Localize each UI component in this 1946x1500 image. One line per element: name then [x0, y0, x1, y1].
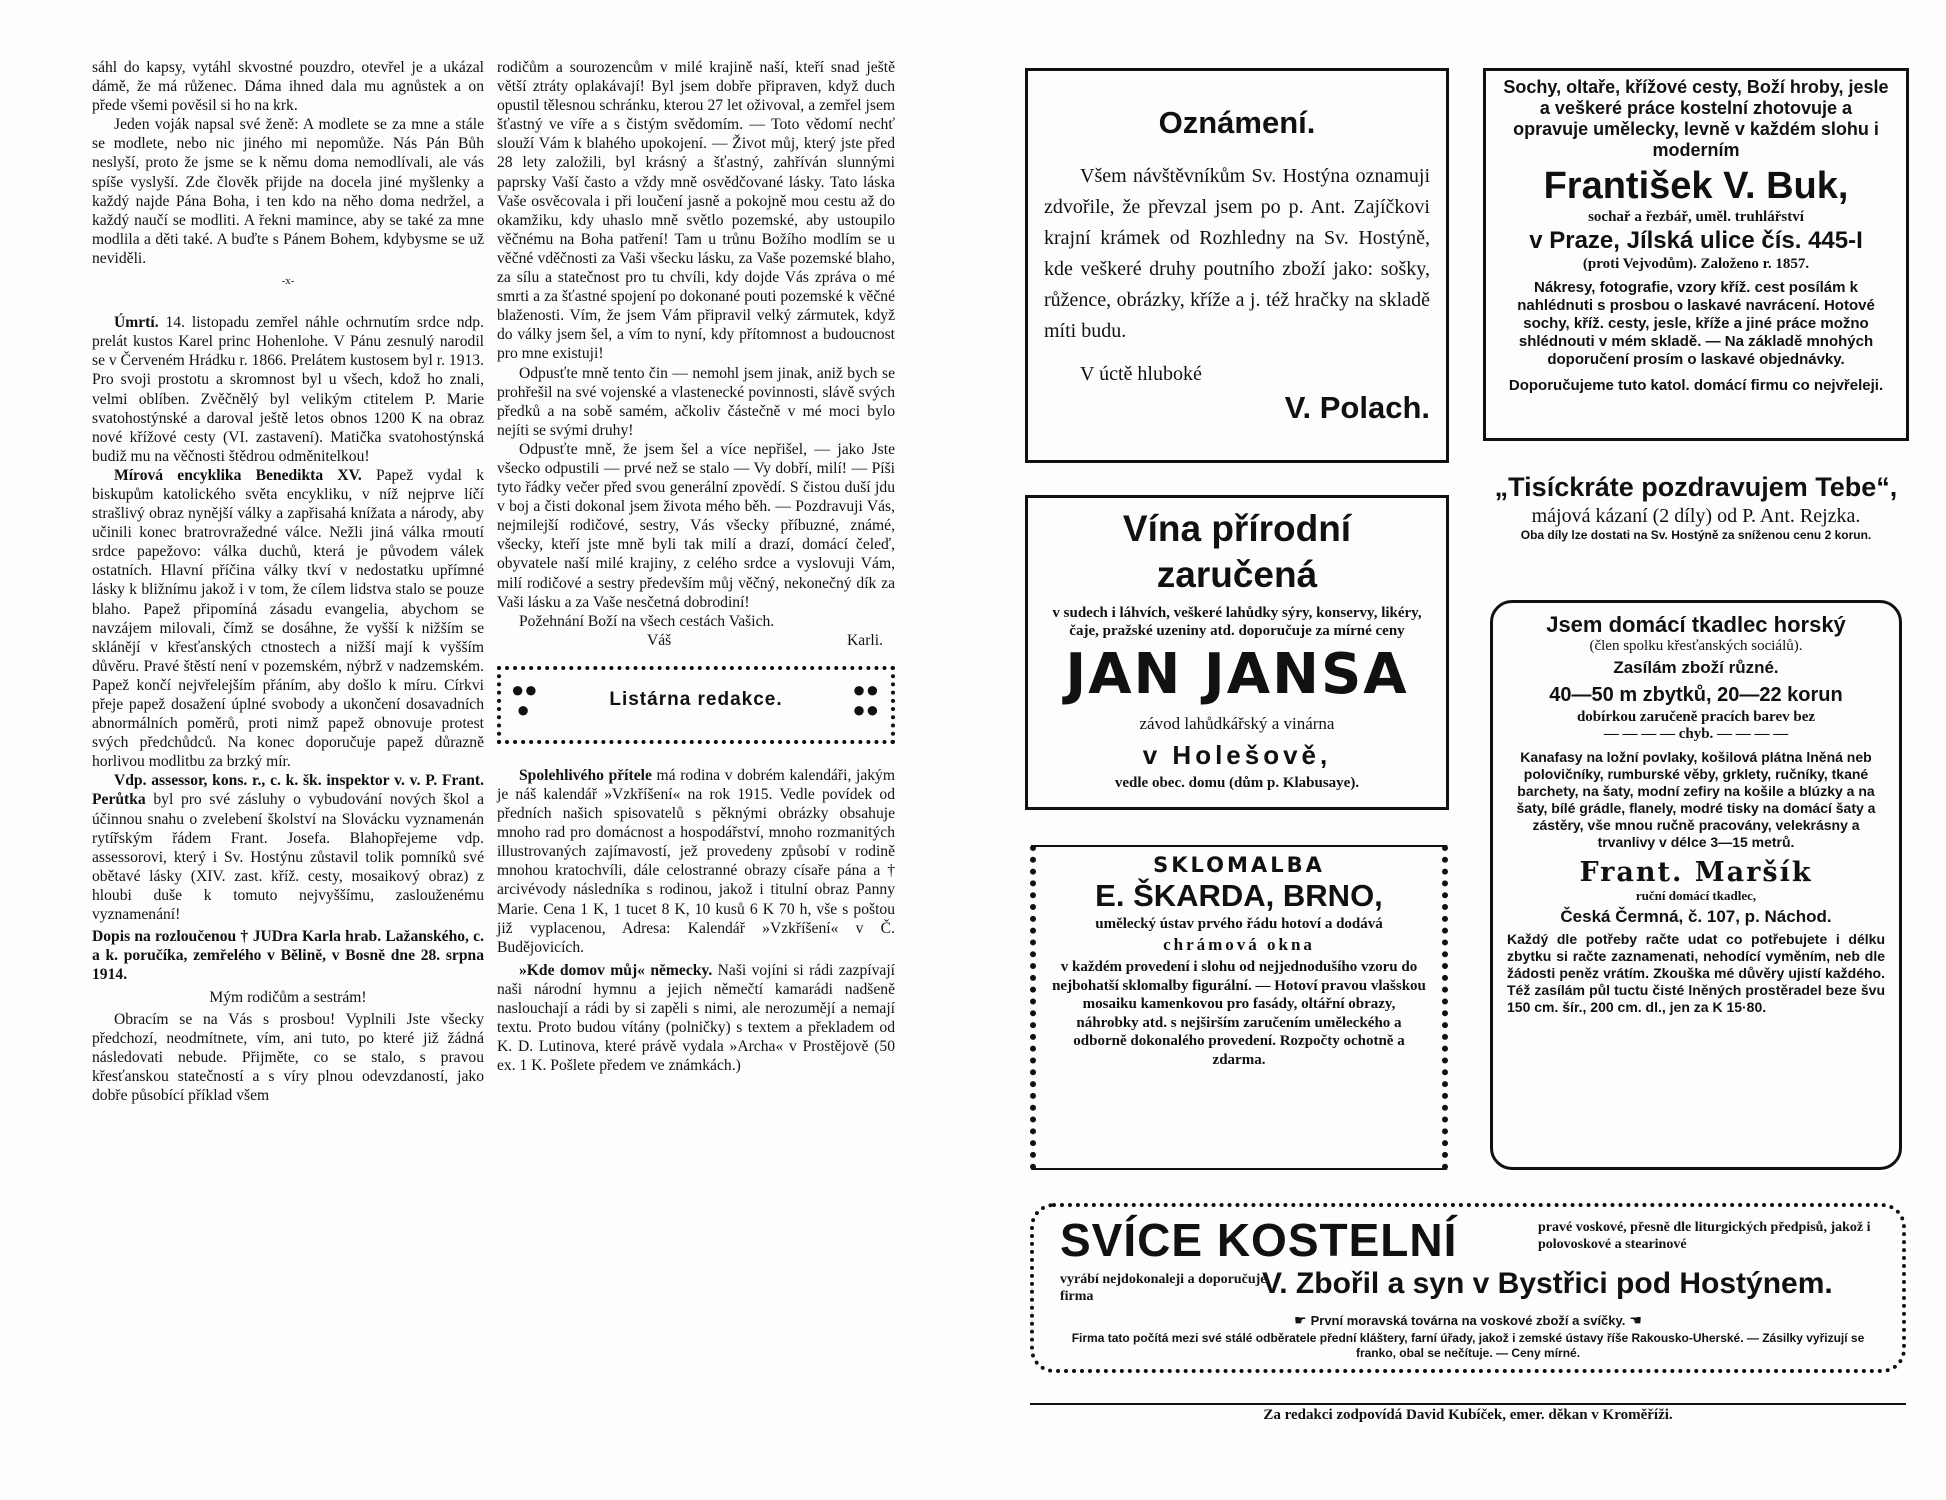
ad-address: v Praze, Jílská ulice čís. 445-I — [1529, 227, 1863, 254]
ad-trade: ruční domácí tkadlec, — [1635, 888, 1757, 903]
ad-name: František V. Buk, — [1543, 165, 1849, 207]
left-column-1 — [92, 58, 484, 1105]
letter-salutation: Mým rodičům a sestrám! — [209, 989, 367, 1007]
article-umrti — [92, 313, 484, 466]
signature-left: Váš — [647, 631, 672, 649]
article-body: Naši vojíni si rádi zazpívají naši národní hymnu a jejich němečtí kamarádi nadšeně naslouchají a rádi by si zapěli s nimi, ale nerozumějí a nemají textu. Proto budou vítány (polničky) s textem a překladem od K. D. Lutinova, které právě vydala »Archa« v Prostějově (50 ex. 1 K. Pošlete předem ve známkách.) — [497, 961, 895, 1075]
ad-title: Oznámení. — [1158, 105, 1316, 140]
article-spolehliveho — [497, 766, 895, 957]
footer-rule — [1030, 1403, 1906, 1405]
paragraph: Odpusťte mně, že jsem šel a více nepřišel, — jako Jste všecko odpustili — prvé než se stalo — Vy dobří, milí! — Píši tyto řádky večer před svou generální zpovědí. S čistou duší jdu v boj a čisti dokonal jsem života mého běh. — Pozdravuji Vás, nejmilejší rodičové, sestry, Vás všecky příbuzné, známé, všecky, kteří jste mně byli tak milí a drazí, domácí čeleď, obyvatele naší milé krajiny, z celého srdce a vyslovuji Vám, milí rodičové a sestry především můj věčný, nekonečný dík za Vaši lásku a za Vaše nesčetná dobrodiní! — [497, 440, 895, 611]
ad-price: 40—50 m zbytků, 20—22 korun — [1549, 684, 1843, 706]
ad-skarda — [1030, 845, 1448, 1170]
article-body: byl pro své zásluhy o vybudování nových škol a účinnou snahu o zvelebení školství na Slovácku vyznamenán rytířským řádem Frant. Josefa. Blahopřejeme vdp. assessorovi, který i Sv. Hostýnu zůstavil tolik pomníků své obětavé lásky (XIV. zast. kříž. cesty, mosaikový obraz) z hloubi duše k tomuto nejvyššímu, zaslouženému vyznamenání! — [92, 791, 484, 924]
ad-line-row — [1034, 1312, 1902, 1330]
ad-name: E. ŠKARDA, BRNO, — [1095, 878, 1383, 913]
ad-title: „Tisíckráte pozdravujem Tebe“, — [1494, 472, 1898, 502]
paragraph: Obracím se na Vás s prosbou! Vyplnili Jste všecky předchozí, neodmítnete, vím, ani tuto, po které již žádná následovati nebude. Přijměte, co se stalo, s pravou křesťanskou statečností a s víry plnou odevzdaností, jako dobře působící příklad všem — [92, 1010, 484, 1104]
ad-note: Oba díly lze dostati na Sv. Hostýně za sníženou cenu 2 korun. — [1520, 528, 1872, 542]
ad-line2: Zasílám zboží různé. — [1613, 658, 1779, 677]
ad-address2: (proti Vejvodům). Založeno r. 1857. — [1582, 256, 1810, 272]
signature-line — [497, 631, 895, 650]
paragraph: rodičům a sourozencům v milé krajině naší, kteří snad ještě větší ztráty oplakávají! Byl jsem dobře připraven, když duch opustil tělesnou schránku, kterou 27 let oživoval, a zemřel jsem šťastný ve víře a s čistým svědomím. — Toto vědomí nechť slouží Vám k blahého upokojení. — Život můj, který jste před 28 lety založili, byl krásný a šťastný, zahříván slunnými paprsky Vaší často a vždy mně osvědčované lásky. Tato láska Vaše osvěcovala i při loučení jasně a pokojně mou cestu až do okamžiku, kdy uhaslo mně světlo pozemské, aby ustoupilo věčnému na Boha patření! Tam u trůnu Božího modlím se u věčné vděčnosti za Vaši všecku lásku, za Vaše pozemské blaho, za sílu a statečnost pro tu chvíli, kdy dojde Vás zpráva o mé smrti a za šťastné spojení po dokonané pouti pozemské k věčné blaženosti. Vím, že jsem Vám připravil velký zármutek, když do války jsem šel, a vím to nyní, kdy přítomnost a budoucnost pro mne existuji! — [497, 59, 895, 363]
ad-dash: — — — — chyb. — — — — — [1603, 726, 1789, 742]
ad-tkadlec — [1490, 600, 1902, 1170]
ad-title: Vína přírodní zaručená — [1122, 508, 1352, 595]
ad-buk — [1483, 68, 1909, 441]
ad-closing: Každý dle potřeby račte udat co potřebujete i délku zbytku si račte zaznamenati, nehodící vyměním, neb dle žádosti peněz vrátím. Zkouška mé důvěry ujistí každého. Též zasílám půl tuctu čisté lněných prostěradel beze švu 150 cm. šír., 200 cm. dl., jen za K 15·80. — [1507, 931, 1885, 1015]
article-body: Papež vydal k biskupům katolického světa encykliku, v níž nejprve líčí strašlivý obraz nynější války a zapřisahá knížata a národy, aby učinili konec bratrovražedné válce. Nežli jiná válka rmoutí srdce papežovo: válka duchů, která je původem válek ostatních. Hlavní příčina války tkví v nedostatku upřímné lásky k bližnímu jakož i v tom, že cílem lidstva stalo se pouze blaho. Papež připomíná zásadu evangelia, abychom se navzájem milovali, čímž se dosáhne, že vyšší k nižším se sklánějí v křesťanských ctnostech a nižší mají k vyšším důvěru. Pravé štěstí není v pozemském, nýbrž v nadzemském. Papež končí nejvřelejším přáním, aby došlo k míru. Církvi přeje papež dosažení úplné svobody a ukončení dosavadních abnormálních poměrů, proti nimž papež obnovuje protest svých předchůdců. Na konec doporučuje papež důrazně horlivou modlitbu za brzký mír. — [92, 466, 485, 771]
ad-city: v Holešově, — [1142, 740, 1332, 770]
pointing-hand-icon: ☚ — [1629, 1314, 1642, 1329]
ad-line: První moravská továrna na voskové zboží a svíčky. — [1310, 1313, 1626, 1328]
ad-body: Kanafasy na ložní povlaky, košilová plátna lněná neb polovičníky, rumburské věby, grklety, ručníky, tkané barchety, na šaty, modní zefiry na košile a blúzky a na šaty, bílé grádle, flanely, modré tisky na domácí šaty a zástěry, vše mnou ručně pracovány, velekrásny a trvanlivy v délce 3—15 metrů. — [1516, 749, 1876, 850]
paragraph: Požehnání Boží na všech cestách Vašich. — [519, 612, 775, 630]
ad-side: pravé voskové, přesně dle liturgických předpisů, jakož i polovoskové a stearinové — [1538, 1220, 1871, 1252]
ad-cod: dobírkou zaručeně pracích barev bez — [1576, 709, 1816, 725]
paragraph: sáhl do kapsy, vytáhl skvostné pouzdro, otevřel je a ukázal dámě, že má růženec. Dáma ihned dala mu agnůstek a on přede všemi pověsil si ho na krk. — [92, 59, 484, 115]
ad-sub: umělecký ústav prvého řádu hotoví a dodává — [1095, 916, 1383, 932]
ad-name: Frant. Maršík — [1579, 857, 1813, 888]
article-vdp — [92, 771, 484, 924]
article-heading: Úmrtí. — [114, 314, 159, 332]
pointing-hand-icon: ☛ — [1294, 1314, 1307, 1329]
ad-name: V. Zbořil a syn v Bystřici pod Hostýnem. — [1262, 1267, 1833, 1300]
listarna-title: Listárna redakce. — [609, 688, 783, 710]
ad-trade: závod lahůdkářský a vinárna — [1139, 714, 1335, 733]
paragraph: Jeden voják napsal své ženě: A modlete se za mne a stále se modlete, nebo nic jiného mi nepomůže. Nás Pán Bůh neslyší, proto že jsme se k němu doma nemodlívali, ale vás spíše vyslyší. Zde člověk přijde na docela jiné myšlenky a každý najde Pána Boha, i ten kdo na něho doma nedržel, a každý naučí se modliti. A řekni mamince, aby se také za mne modlila a děti také. A buďte s Pánem Bohem, kdybysme se už neviděli. — [92, 116, 484, 267]
ad-body: Všem návštěvníkům Sv. Hostýna oznamuji zdvořile, že převzal jsem po p. Ant. Zajíčkovi krajní krámek od Rozhledny na Sv. Hostýně, kde veškeré druhy poutního zboží jako: sošky, růžence, obrázky, kříže a j. též hračky na skladě míti budu. — [1044, 165, 1430, 342]
letter-heading: Dopis na rozloučenou † JUDra Karla hrab. Lažanského, c. a k. poručíka, zemřelého v Bělině, v Bosně dne 28. srpna 1914. — [92, 928, 484, 984]
ad-title: Jsem domácí tkadlec horský — [1546, 612, 1846, 637]
article-kde-domov — [497, 961, 895, 1076]
ad-subtitle: májová kázaní (2 díly) od P. Ant. Rejzka. — [1531, 505, 1861, 527]
left-column-2 — [497, 58, 895, 1075]
ad-footer: Doporučujeme tuto katol. domácí firmu co nejvřeleji. — [1508, 377, 1884, 394]
signature-right: Karli. — [847, 631, 883, 649]
ad-oznameni — [1025, 68, 1449, 463]
ad-pre: vyrábí nejdokonaleji a doporučuje firma — [1060, 1272, 1267, 1304]
ad-jansa — [1025, 495, 1449, 810]
ad-tisickrate — [1478, 470, 1914, 543]
ad-signature: V. Polach. — [1284, 390, 1430, 425]
ad-body: v každém provedení i slohu od nejjednodušího vzoru do nejbohatší sklomalby figurální. — Hotoví pravou vlašskou mosaiku kamenkovou pro fasády, oltářní obrazy, náhrobky atd. s nejširším zaručením uměleckého a odborně dokonalého provedení. Rozpočty ochotně a zdarma. — [1052, 959, 1426, 1068]
ad-trade: sochař a řezbář, uměl. truhlářství — [1588, 209, 1804, 225]
ad-intro: Sochy, oltaře, křížové cesty, Boží hroby, jesle a veškeré práce kostelní zhotovuje a opravuje umělecky, levně v každém slohu i moderním — [1503, 77, 1889, 160]
ad-name: JAN JANSA — [1065, 642, 1409, 707]
article-heading: Spolehlivého přítele — [519, 766, 652, 784]
article-body: má rodina v dobrém kalendáři, jakým je náš kalendář »Vzkříšení« na rok 1915. Vedle povídek od předních našich spisovatelů s pěknými obrázky obsahuje mnoho rad pro domácnost a hospodářství, mnoho rozmanitých illustrovaných zajímavostí, jež provedeny způsobí v rodině mnohou kratochvíli, dále celostranné obrazy císaře pána a † arcivévody následníka s rodinou, jakož i titulní obraz Panny Marie. Cena 1 K, 1 tucet 8 K, 10 kusů 6 K 70 h, vše s poštou již vyplacenou, Adresa: Kalendář »Vzkříšení« v Č. Budějovicích. — [497, 766, 895, 956]
article-heading: Mírová encyklika Benedikta XV. — [114, 466, 362, 484]
ad-zboril — [1030, 1203, 1906, 1373]
ad-address: Česká Čermná, č. 107, p. Náchod. — [1560, 907, 1832, 926]
article-body: 14. listopadu zemřel náhle ochrnutím srdce ndp. prelát kustos Karel princ Hohenlohe. V Pánu zesnulý narodil se v Červeném Hrádku r. 1866. Prelátem kustosem byl r. 1913. Pro svoji prostotu a skromnost byl u všech, kdož ho znali, velmi oblíben. Zvěčnělý byl velikým ctitelem P. Marie svatohostýnské a daroval ještě letos obnos 1200 K na obraz nové křížové cesty (VI. zastavení). Matička svatohostýnská budiž mu na věčnosti štědrou odměnitelkou! — [92, 314, 484, 465]
ad-title: SKLOMALBA — [1153, 853, 1325, 877]
dots-ornament-icon: ●● ● — [511, 676, 538, 722]
ad-sub: (člen spolku křesťanských sociálů). — [1589, 638, 1803, 654]
ad-item: chrámová okna — [1163, 935, 1315, 954]
dots-ornament-icon: ●● ●● — [852, 676, 879, 722]
ad-body: v sudech i láhvích, veškeré lahůdky sýry, konservy, likéry, čaje, pražské uzeniny atd. doporučuje za mírné ceny — [1052, 605, 1422, 639]
article-mirova — [92, 466, 484, 772]
article-heading: »Kde domov můj« německy. — [519, 961, 713, 979]
paragraph: Odpusťte mně tento čin — nemohl jsem jinak, aniž bych se prohřešil na své vojenské a vlastenecké povinnosti, slávě svých předků a na sobě samém, ačkoliv částečně v mé moci bylo nejíti se svými druhy! — [497, 364, 895, 439]
listarna-box — [497, 666, 895, 744]
ad-address: vedle obec. domu (dům p. Klabusaye). — [1114, 775, 1360, 791]
ad-title: SVÍCE KOSTELNÍ — [1060, 1214, 1458, 1266]
ad-body: Nákresy, fotografie, vzory kříž. cest posílám k nahlédnuti s prosbou o laskavé navrácení. Hotové sochy, kříž. cesty, jesle, kříže a jiné práce možno shlédnouti v mém skladě. — Na základě mnohých doporučení prosím o laskavé objednávky. — [1517, 279, 1875, 368]
ad-closing: V úctě hluboké — [1080, 363, 1202, 385]
separator: -x- — [281, 275, 295, 288]
footer-text: Za redakci zodpovídá David Kubíček, emer. děkan v Kroměříži. — [1263, 1407, 1673, 1423]
article-heading: Vdp. assessor, kons. r., c. k. šk. inspektor v. v. P. Frant. Perůtka — [92, 772, 484, 809]
ad-foot: Firma tato počítá mezi své stálé odběratele přední kláštery, farní úřady, jakož i zemské ústavy říše Rakousko-Uherské. — Zásilky vyřizují se franko, obal se nečítuje. — Ceny mírné. — [1071, 1331, 1865, 1360]
